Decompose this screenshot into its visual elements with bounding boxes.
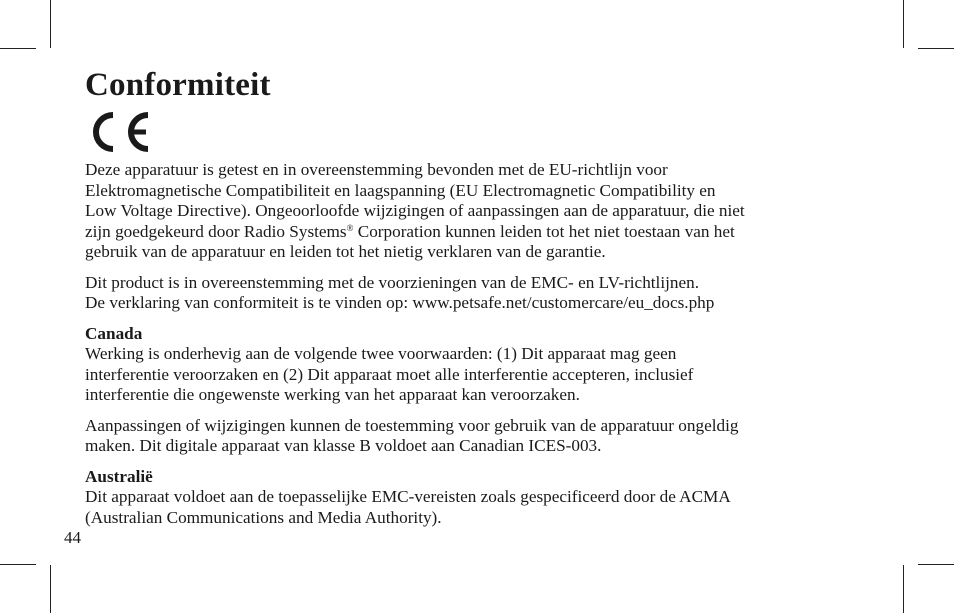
page-title: Conformiteit — [85, 67, 271, 103]
ce-mark-icon — [85, 110, 153, 154]
intro-line: Deze apparatuur is getest en in overeenstemming bevonden met de EU-richtlijn voor — [85, 160, 668, 179]
canada-heading: Canada — [85, 323, 143, 343]
crop-mark-top-left-horizontal — [0, 48, 36, 49]
document-content — [85, 66, 875, 538]
australia-line: (Australian Communications and Media Authority). — [85, 507, 442, 527]
intro-line: Low Voltage Directive). Ongeoorloofde wijzigingen of aanpassingen aan de apparatuur, die niet — [85, 201, 745, 220]
canada-paragraph — [85, 324, 875, 406]
canada-line: interferentie veroorzaken en (2) Dit apparaat moet alle interferentie accepteren, inclusief — [85, 364, 694, 384]
compliance-paragraph — [85, 273, 875, 314]
registered-mark: ® — [346, 222, 354, 233]
compliance-line: Dit product is in overeenstemming met de voorzieningen van de EMC- en LV-richtlijnen. — [85, 272, 699, 292]
canada-modifications-paragraph — [85, 416, 875, 457]
crop-mark-top-right-vertical — [903, 0, 904, 48]
intro-line: gebruik van de apparatuur en leiden tot het nietig verklaren van de garantie. — [85, 242, 606, 261]
compliance-url-line: De verklaring van conformiteit is te vinden op: www.petsafe.net/customercare/eu_docs.php — [85, 293, 715, 312]
crop-mark-top-right-horizontal — [918, 48, 954, 49]
intro-line-text: zijn goedgekeurd door Radio Systems — [85, 221, 347, 241]
canada-line: Aanpassingen of wijzigingen kunnen de toestemming voor gebruik van de apparatuur ongeldig — [85, 415, 739, 435]
page-number: 44 — [64, 528, 81, 547]
crop-mark-bottom-left-horizontal — [0, 564, 36, 565]
canada-line: maken. Dit digitale apparaat van klasse B voldoet aan Canadian ICES-003. — [85, 436, 602, 455]
crop-mark-bottom-right-vertical — [903, 565, 904, 613]
intro-paragraph — [85, 160, 875, 263]
australia-heading: Australië — [85, 466, 153, 486]
crop-mark-bottom-right-horizontal — [918, 564, 954, 565]
australia-line: Dit apparaat voldoet aan de toepasselijke EMC-vereisten zoals gespecificeerd door de ACMA — [85, 487, 731, 506]
australia-paragraph — [85, 467, 875, 529]
crop-mark-top-left-vertical — [50, 0, 51, 48]
intro-line-text: Corporation kunnen leiden tot het niet toestaan van het — [353, 221, 735, 241]
canada-line: Werking is onderhevig aan de volgende twee voorwaarden: (1) Dit apparaat mag geen — [85, 344, 677, 363]
crop-mark-bottom-left-vertical — [50, 565, 51, 613]
canada-line: interferentie die ongewenste werking van het apparaat kan veroorzaken. — [85, 385, 580, 404]
intro-line: Elektromagnetische Compatibiliteit en laagspanning (EU Electromagnetic Compatibility en — [85, 180, 716, 200]
intro-line — [85, 222, 875, 243]
